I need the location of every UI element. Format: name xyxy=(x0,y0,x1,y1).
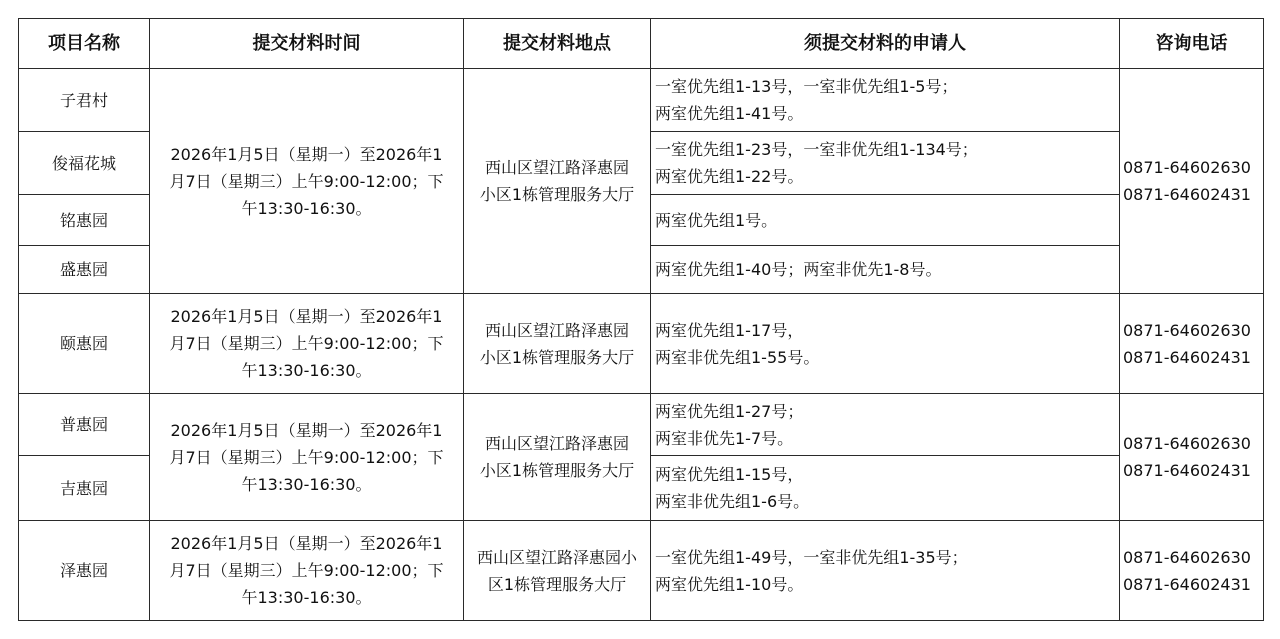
applicant-line: 两室优先组1-41号。 xyxy=(655,104,804,123)
applicants-cell xyxy=(651,294,1120,394)
header-project-name: 项目名称 xyxy=(19,19,150,69)
phone-line: 0871-64602630 xyxy=(1123,547,1251,567)
phone-line: 0871-64602630 xyxy=(1123,320,1251,340)
time-line: 午13:30-16:30。 xyxy=(241,474,372,494)
phone-line: 0871-64602431 xyxy=(1123,347,1251,367)
time-line: 月7日（星期三）上午9:00-12:00；下 xyxy=(169,171,444,191)
location-line: 小区1栋管理服务大厅 xyxy=(479,185,635,204)
time-line: 2026年1月5日（星期一）至2026年1 xyxy=(170,420,443,440)
table-row xyxy=(19,294,1264,394)
time-line: 2026年1月5日（星期一）至2026年1 xyxy=(170,144,443,164)
housing-application-table xyxy=(18,18,1264,621)
location-line: 西山区望江路泽惠园 xyxy=(484,434,629,453)
applicants-cell xyxy=(651,195,1120,246)
applicants-cell xyxy=(651,456,1120,521)
applicants-cell xyxy=(651,246,1120,294)
location-line: 西山区望江路泽惠园小 xyxy=(476,547,637,567)
table-row xyxy=(19,521,1264,621)
consult-phone-cell xyxy=(1120,69,1264,294)
applicants-cell xyxy=(651,132,1120,195)
applicant-line: 两室非优先组1-55号。 xyxy=(655,347,820,367)
location-line: 西山区望江路泽惠园 xyxy=(484,320,629,340)
phone-line: 0871-64602431 xyxy=(1123,461,1251,480)
table-row xyxy=(19,394,1264,456)
phone-line: 0871-64602630 xyxy=(1123,158,1251,177)
time-line: 月7日（星期三）上午9:00-12:00；下 xyxy=(169,334,444,353)
project-name-cell: 颐惠园 xyxy=(19,294,150,394)
applicants-cell xyxy=(651,69,1120,132)
applicant-line: 一室优先组1-23号，一室非优先组1-134号； xyxy=(655,140,978,159)
submission-time-cell xyxy=(150,521,464,621)
location-line: 小区1栋管理服务大厅 xyxy=(479,461,635,480)
project-name-cell: 铭惠园 xyxy=(19,195,150,246)
applicant-line: 两室优先组1-22号。 xyxy=(655,167,804,186)
header-applicants: 须提交材料的申请人 xyxy=(651,19,1120,69)
project-name-cell: 泽惠园 xyxy=(19,521,150,621)
submission-time-cell xyxy=(150,69,464,294)
phone-line: 0871-64602431 xyxy=(1123,574,1251,594)
submission-location-cell xyxy=(464,521,651,621)
submission-time-cell xyxy=(150,394,464,521)
phone-line: 0871-64602630 xyxy=(1123,434,1251,453)
location-line: 区1栋管理服务大厅 xyxy=(487,574,627,594)
header-submission-location: 提交材料地点 xyxy=(464,19,651,69)
applicant-line: 两室优先组1-17号， xyxy=(655,320,804,340)
consult-phone-cell xyxy=(1120,294,1264,394)
applicant-line: 两室优先组1-40号；两室非优先1-8号。 xyxy=(655,260,942,279)
time-line: 月7日（星期三）上午9:00-12:00；下 xyxy=(169,447,444,467)
phone-line: 0871-64602431 xyxy=(1123,185,1251,204)
submission-location-cell xyxy=(464,394,651,521)
applicant-line: 两室优先组1-15号， xyxy=(655,465,804,484)
table-row xyxy=(19,69,1264,132)
time-line: 月7日（星期三）上午9:00-12:00；下 xyxy=(169,561,444,580)
applicant-line: 两室优先组1-10号。 xyxy=(655,574,804,594)
time-line: 午13:30-16:30。 xyxy=(241,588,372,607)
project-name-cell: 吉惠园 xyxy=(19,456,150,521)
applicant-line: 两室优先组1号。 xyxy=(655,210,778,230)
project-name-cell: 俊福花城 xyxy=(19,132,150,195)
location-line: 西山区望江路泽惠园 xyxy=(484,158,629,177)
header-consult-phone: 咨询电话 xyxy=(1120,19,1264,69)
consult-phone-cell xyxy=(1120,394,1264,521)
project-name-cell: 普惠园 xyxy=(19,394,150,456)
time-line: 2026年1月5日（星期一）至2026年1 xyxy=(170,307,443,326)
applicants-cell xyxy=(651,521,1120,621)
submission-location-cell xyxy=(464,294,651,394)
header-submission-time: 提交材料时间 xyxy=(150,19,464,69)
submission-location-cell xyxy=(464,69,651,294)
project-name-cell: 子君村 xyxy=(19,69,150,132)
applicant-line: 两室非优先1-7号。 xyxy=(655,428,794,448)
applicant-line: 两室非优先组1-6号。 xyxy=(655,492,810,511)
time-line: 午13:30-16:30。 xyxy=(241,198,372,218)
applicant-line: 一室优先组1-13号，一室非优先组1-5号； xyxy=(655,77,958,96)
applicant-line: 一室优先组1-49号，一室非优先组1-35号； xyxy=(655,547,968,567)
submission-time-cell xyxy=(150,294,464,394)
header-row xyxy=(19,19,1264,69)
applicant-line: 两室优先组1-27号； xyxy=(655,401,804,421)
time-line: 午13:30-16:30。 xyxy=(241,361,372,380)
location-line: 小区1栋管理服务大厅 xyxy=(479,347,635,367)
project-name-cell: 盛惠园 xyxy=(19,246,150,294)
consult-phone-cell xyxy=(1120,521,1264,621)
applicants-cell xyxy=(651,394,1120,456)
time-line: 2026年1月5日（星期一）至2026年1 xyxy=(170,534,443,553)
